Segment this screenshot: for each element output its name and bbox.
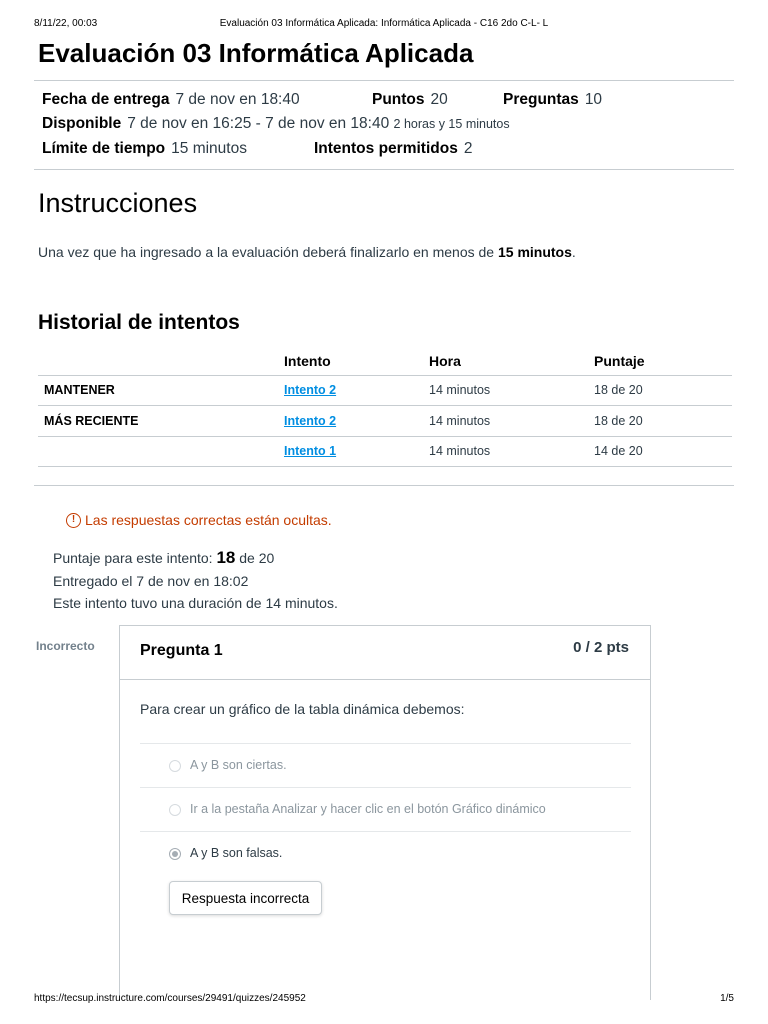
radio-button[interactable] (169, 760, 181, 772)
print-footer (34, 993, 734, 1007)
column-header-label (38, 348, 284, 375)
question-text: Para crear un gráfico de la tabla dinámica debemos: (140, 701, 465, 717)
attempt-cell (284, 406, 429, 437)
print-date: 8/11/22, 00:03 (34, 18, 98, 29)
instructions-text-end: . (571, 244, 576, 260)
question-points: 0 / 2 pts (573, 639, 629, 656)
answer-text: Ir a la pestaña Analizar y hacer clic en el botón Gráfico dinámico (190, 802, 546, 816)
radio-button-selected[interactable] (169, 848, 181, 860)
time-limit-value: 15 minutos (171, 140, 247, 157)
print-url: https://tecsup.instructure.com/courses/29491/quizzes/245952 (34, 993, 306, 1004)
question-card (119, 625, 651, 1000)
time-cell: 14 minutos (429, 436, 594, 467)
due-date-value: 7 de nov en 18:40 (175, 91, 300, 108)
available-value: 7 de nov en 16:25 - 7 de nov en 18:40 (127, 115, 390, 132)
instructions-heading: Instrucciones (38, 188, 198, 218)
answers-hidden-alert (66, 512, 332, 528)
attempt-score (53, 548, 274, 568)
radio-button[interactable] (169, 804, 181, 816)
print-header (34, 18, 734, 32)
points-value: 20 (430, 91, 448, 108)
attempt-history-table (38, 348, 732, 467)
question-name: Pregunta 1 (140, 642, 223, 659)
answer-text: A y B son ciertas. (190, 758, 287, 772)
table-row (38, 436, 732, 467)
answer-option[interactable] (140, 743, 631, 787)
alert-text: Las respuestas correctas están ocultas. (85, 512, 332, 528)
time-cell: 14 minutos (429, 406, 594, 437)
table-row (38, 406, 732, 437)
time-limit-field (42, 140, 247, 158)
attempt-link[interactable]: Intento 2 (284, 413, 337, 428)
attempt-cell (284, 436, 429, 467)
points-label: Puntos (372, 91, 425, 108)
divider (34, 80, 734, 81)
attempt-duration: Este intento tuvo una duración de 14 minutos. (53, 595, 338, 611)
due-date-field (42, 91, 300, 109)
page-number: 1/5 (720, 993, 734, 1004)
column-header-attempt: Intento (284, 348, 429, 375)
score-cell: 18 de 20 (594, 375, 732, 406)
time-cell: 14 minutos (429, 375, 594, 406)
attempt-link[interactable]: Intento 2 (284, 383, 337, 398)
attempt-score-label: Puntaje para este intento: (53, 550, 217, 566)
attempt-score-total: de 20 (235, 550, 275, 566)
questions-value: 10 (584, 91, 603, 108)
attempts-allowed-value: 2 (463, 140, 473, 157)
answer-feedback-tooltip: Respuesta incorrecta (169, 881, 322, 915)
history-heading: Historial de intentos (38, 311, 240, 334)
question-status: Incorrecto (36, 639, 95, 653)
attempt-cell (284, 375, 429, 406)
row-label (38, 436, 284, 467)
divider (34, 169, 734, 170)
due-date-label: Fecha de entrega (42, 91, 170, 108)
instructions-text-part: Una vez que ha ingresado a la evaluación deberá finalizarlo en menos de (38, 244, 498, 260)
attempts-allowed-field (314, 140, 472, 158)
points-field (372, 91, 448, 109)
warning-icon: ! (66, 513, 81, 528)
answer-option-selected[interactable] (140, 831, 631, 875)
column-header-time: Hora (429, 348, 594, 375)
attempt-score-value: 18 (216, 548, 236, 567)
attempt-submitted: Entregado el 7 de nov en 18:02 (53, 573, 249, 589)
table-header-row (38, 348, 732, 375)
question-header (120, 626, 650, 680)
time-limit-label: Límite de tiempo (42, 140, 166, 157)
score-cell: 18 de 20 (594, 406, 732, 437)
available-label: Disponible (42, 115, 122, 132)
table-row (38, 375, 732, 406)
questions-field (503, 91, 602, 109)
row-label: MANTENER (38, 375, 284, 406)
print-doc-title: Evaluación 03 Informática Aplicada: Informática Aplicada - C16 2do C-L- L (219, 18, 549, 29)
quiz-title: Evaluación 03 Informática Aplicada (38, 38, 474, 68)
attempt-link[interactable]: Intento 1 (284, 444, 337, 459)
available-field (42, 115, 510, 133)
attempts-allowed-label: Intentos permitidos (314, 140, 458, 157)
divider (34, 485, 734, 486)
score-cell: 14 de 20 (594, 436, 732, 467)
row-label: MÁS RECIENTE (38, 406, 284, 437)
instructions-time-limit: 15 minutos (497, 244, 572, 260)
column-header-score: Puntaje (594, 348, 732, 375)
instructions-text (38, 244, 576, 260)
answer-text: A y B son falsas. (190, 846, 283, 860)
questions-label: Preguntas (503, 91, 579, 108)
available-duration: 2 horas y 15 minutos (393, 117, 510, 131)
answer-option[interactable] (140, 787, 631, 831)
